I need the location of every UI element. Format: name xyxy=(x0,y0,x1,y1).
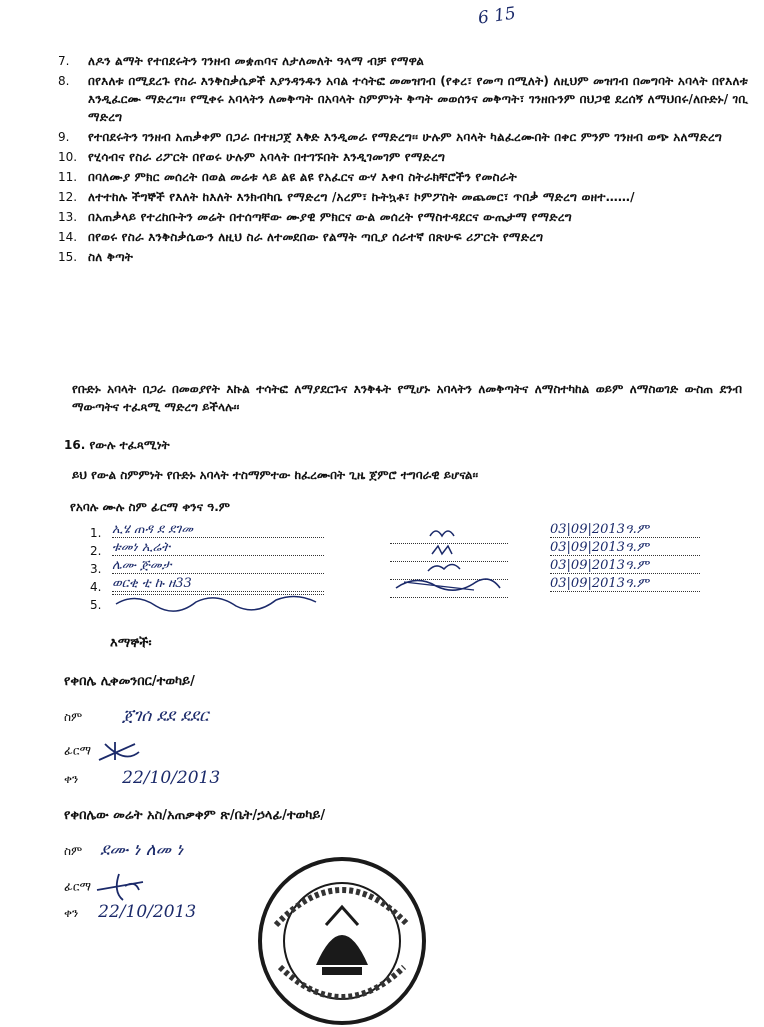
receiver2-signature xyxy=(95,872,155,902)
member-row xyxy=(90,594,730,612)
clause-text: ስለ ቅጣት xyxy=(88,250,134,264)
page-number: 6 15 xyxy=(476,3,518,29)
clause-text: የሂሳብና የስራ ሪፖርት በየወሩ ሁሉም አባላት በተገኙበት እንዲገመገም የማድረግ xyxy=(88,150,446,164)
clause-text: የተበደሩትን ገንዘብ አጠቃቀም በጋራ በተዘጋጀ እቅድ እንዲመራ የማድረግ፡፡ ሁሉም አባላት ካልፈረሙበት በቀር ምንም ገንዘብ ወጭ አለማድረግ xyxy=(88,130,723,144)
member-date: 03|09|2013ዓ.ም xyxy=(550,558,700,574)
section16-heading xyxy=(64,436,170,454)
clause-item xyxy=(58,168,748,186)
receiver1-signature xyxy=(95,738,155,764)
member-number: 3. xyxy=(90,562,102,576)
name-label: ስም xyxy=(64,710,83,724)
receiver1-title: የቀበሌ ሊቀመንበር/ተወካይ/ xyxy=(64,674,195,689)
clause-number: 12. xyxy=(58,190,78,204)
witnesses-label: እማኞች፡ xyxy=(110,636,152,651)
clause-number: 8. xyxy=(58,74,70,88)
member-date: 03|09|2013ዓ.ም xyxy=(550,522,700,538)
official-stamp xyxy=(256,855,428,1027)
clause-number: 7. xyxy=(58,54,70,68)
clause-item xyxy=(58,148,748,166)
clause-item xyxy=(58,188,748,206)
signature-scribble xyxy=(390,540,508,558)
receiver2-name: ደሙ ነ ለመ ነ xyxy=(100,840,184,860)
member-name: ሌሙ ጅመታ xyxy=(112,558,324,574)
clause-item xyxy=(58,208,748,226)
name-label: ስም xyxy=(64,844,83,858)
member-name: ቱመነ ኢሬት xyxy=(112,540,324,556)
member-number: 1. xyxy=(90,526,102,540)
member-signature-table xyxy=(90,522,730,612)
member-row xyxy=(90,558,730,576)
date-label: ቀን xyxy=(64,772,79,786)
clause-item xyxy=(58,248,748,266)
clause-text: ለዶን ልማት የተበደሩትን ገንዘብ መቋጠባና ለታለመለት ዓላማ ብቻ የማዋል xyxy=(88,54,425,68)
clause-number: 14. xyxy=(58,230,78,244)
receiver2-date-field xyxy=(64,902,196,922)
clause-list xyxy=(58,52,748,268)
section16-title: የውሉ ተፈጻሚነት xyxy=(89,438,170,452)
clause-text: በየእለቱ በሚደረጉ የስራ እንቅስቃሴዎች እያንዳንዱን አባል ተሳትፎ መመዝገብ (የቀረ፣ የመጣ በሚለት) ለዚህም መዝገብ በመግባት አባላት በየእለቱ እንዲፈርሙ ማድረግ፡፡ የሚቀሩ አባላትን ለመቅጣት በአባላት ስምምነት ቅጣት መወሰንና መቅጣት፣ ገንዘቡንም በህጋዊ ደረሰኝ ለማህበሩ/ለቡድኑ/ ገቢ ማድረግ xyxy=(88,74,748,124)
member-date: 03|09|2013ዓ.ም xyxy=(550,576,700,592)
receiver1-name-field xyxy=(64,706,209,726)
clause-number: 15. xyxy=(58,250,78,264)
clause-item xyxy=(58,228,748,246)
signature-label: ፊርማ xyxy=(64,879,92,894)
signature-scribble xyxy=(390,558,508,576)
member-name: ኢሄ ጠዳ ደ ደገመ xyxy=(112,522,324,538)
member-row xyxy=(90,522,730,540)
receiver2-signature-field xyxy=(64,872,155,902)
clause-text: ለተተከሉ ችግኞች የእለት ከእለት እንክብካቤ የማድረግ /አረም፣ ኩትኳቶ፣ ኮምፖስት መጨመር፣ ጥበቃ ማድረግ ወዘተ……/ xyxy=(88,190,635,204)
clause-item xyxy=(58,72,748,126)
members-header: የአባሉ ሙሉ ስም ፊርማ ቀንና ዓ.ም xyxy=(70,500,230,514)
clause-number: 10. xyxy=(58,150,78,164)
member-number: 5. xyxy=(90,598,102,612)
penalty-paragraph: የቡድኑ አባላት በጋራ በመወያየት እኩል ተሳትፎ ለማያደርጉና እንቅፋት የሚሆኑ አባላትን ለመቅጣትና ለማስተካከል ወይም ለማስወገድ ውስጠ ደንብ ማውጣትና ተፈጻሚ ማድረግ ይችላሉ፡፡ xyxy=(72,382,742,414)
member-number: 4. xyxy=(90,580,102,594)
receiver1-date-field xyxy=(64,768,220,788)
signature-label: ፊርማ xyxy=(64,743,92,758)
member-name: ወርቂ ቲ ኩ ዘ33 xyxy=(112,576,324,592)
receiver1-name: ጀገሰ ደደ ደደር xyxy=(122,706,209,726)
receiver1-date: 22/10/2013 xyxy=(122,768,221,788)
signature-scribble xyxy=(390,576,508,594)
member-number: 2. xyxy=(90,544,102,558)
receiver2-title: የቀበሌው መሬት አስ/አጠቃቀም ጽ/ቤት/ኃላፊ/ተወካይ/ xyxy=(64,808,326,823)
clause-number: 11. xyxy=(58,170,78,184)
clause-item xyxy=(58,52,748,70)
clause-text: በአጠቃላይ የተረከቡትን መሬት በተሰጣቸው ሙያዊ ምክርና ውል መሰረት የማስተዳደርና ውጤታማ የማድረግ xyxy=(88,210,572,224)
clause-number: 9. xyxy=(58,130,70,144)
receiver2-name-field xyxy=(64,840,183,860)
clause-item xyxy=(58,128,748,146)
section16-number: 16. xyxy=(64,438,86,452)
member-row xyxy=(90,540,730,558)
receiver2-date: 22/10/2013 xyxy=(98,902,197,922)
member-date: 03|09|2013ዓ.ም xyxy=(550,540,700,556)
member-row xyxy=(90,576,730,594)
clause-text: በየወሩ የስራ እንቅስቃሴውን ለዚህ ስራ ለተመደበው የልማት ጣቢያ ሰራተኛ በጽሁፍ ሪፖርት የማድረግ xyxy=(88,230,544,244)
receiver1-signature-field xyxy=(64,738,155,764)
clause-text: በባለሙያ ምክር መሰረት በወል መሬቱ ላይ ልዩ ልዩ የአፈርና ውሃ እቀባ ስትራክቸሮችን የመስራት xyxy=(88,170,517,184)
effect-paragraph: ይህ የውል ስምምነት የቡድኑ አባላት ተስማምተው ከፈረሙበት ጊዜ ጀምሮ ተግባራዊ ይሆናል፡፡ xyxy=(72,468,479,482)
signature-scribble xyxy=(390,522,508,540)
signature-scribble xyxy=(112,594,332,612)
clause-number: 13. xyxy=(58,210,78,224)
date-label: ቀን xyxy=(64,906,79,920)
